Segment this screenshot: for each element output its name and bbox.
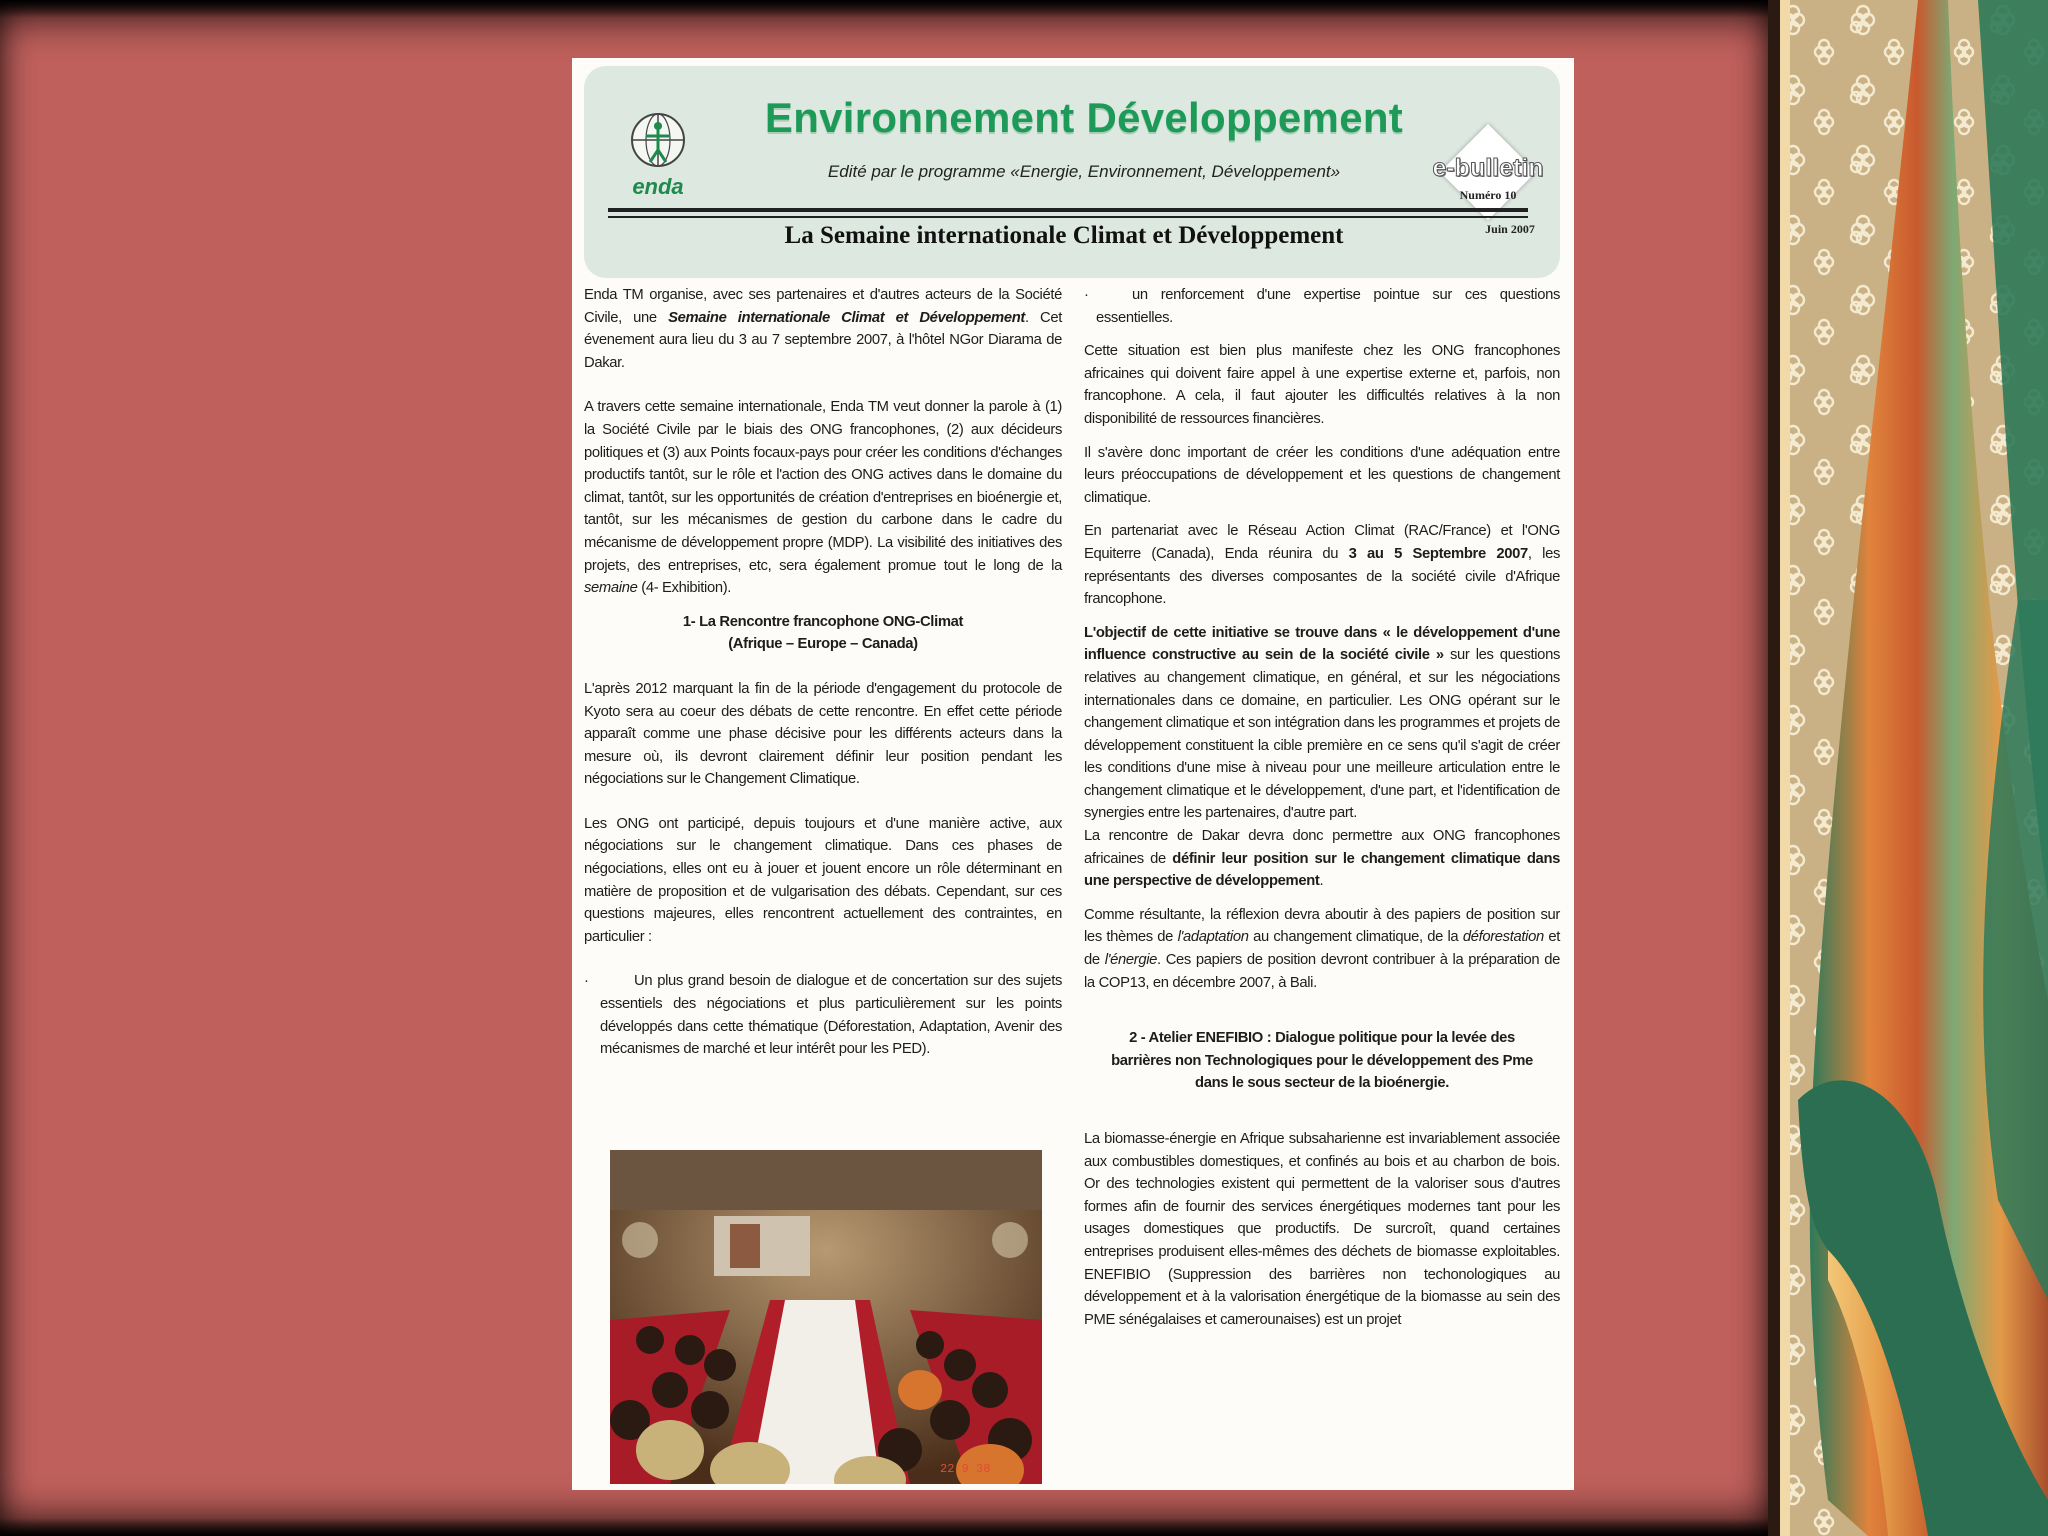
partnership-paragraph: En partenariat avec le Réseau Action Climat (RAC/France) et l'ONG Equiterre (Canada), Enda réunira du 3 au 5 Septembre 2007, les représentants des diverses composantes de la société civile d'Afrique francophone. (1084, 523, 1561, 608)
meeting-room-photo (610, 1150, 1042, 1484)
conference-photo (610, 1150, 1042, 1484)
bullet-item: · Un plus grand besoin de dialogue et de concertation sur des sujets essentiels des négociations et plus particulièrement sur les points développés dans cette thématique (Déforestation, Adaptation, Avenir des mécanismes de marché et leur intérêt pour les PED). (584, 973, 1062, 1058)
divider-rule-thin (608, 216, 1528, 218)
dakar-paragraph: La rencontre de Dakar devra donc permettre aux ONG francophones africaines de définir leur position sur le changement climatique dans une perspective de développement. (1084, 828, 1561, 890)
photo-timestamp: 22 9 38 (940, 1462, 991, 1476)
bullet-item: · un renforcement d'une expertise pointue sur ces questions essentielles. (1084, 287, 1560, 326)
logo-text: enda (632, 174, 684, 199)
enda-logo (618, 110, 698, 200)
ebulletin-label: e-bulletin (1432, 154, 1544, 182)
adequation-paragraph: Il s'avère donc important de créer les conditions d'une adéquation entre leurs préoccupations de développement et les questions de changement climatique. (1084, 444, 1560, 506)
kyoto-paragraph: L'après 2012 marquant la fin de la période d'engagement du protocole de Kyoto sera au coeur des débats de cette rencontre. En effet cette période apparaît comme une phase décisive pour les différents acteurs dans la mesure où, ils devront clairement définir leur position pendant les négociations sur le Changement Climatique. (584, 680, 1062, 788)
ong-participation-paragraph: Les ONG ont participé, depuis toujours et d'une manière active, aux négociations sur le changement climatique. Dans ces phases de négociations, elles ont eu à jouer et jouent encore un rôle déterminant en matière de proposition et de vulgarisation des débats. Cependant, sur ces questions majeures, elles rencontrent actuellement des contraintes, en particulier : (584, 815, 1062, 945)
issue-number: Numéro 10 (1459, 188, 1517, 202)
ong-africaines-paragraph: Cette situation est bien plus manifeste chez les ONG francophones africaines qui doivent faire appel à une expertise externe et, parfois, non francophone. A cela, il faut ajouter les difficultés relatives à la non disponibilité de ressources financières. (1084, 343, 1560, 427)
masthead (584, 66, 1560, 278)
divider-rule (608, 208, 1528, 212)
floral-curtain-graphic (1768, 0, 2048, 1536)
section-1-title: 1- La Rencontre francophone ONG-Climat (Afrique – Europe – Canada) (682, 613, 964, 653)
newsletter-page (572, 58, 1574, 1490)
issue-date: Juin 2007 (1485, 222, 1535, 236)
publication-title: Environnement Développement (764, 94, 1404, 141)
section-2-title: 2 - Atelier ENEFIBIO : Dialogue politique pour la levée des barrières non Technologiques pour le développement des Pme dans le sous secteur de la bioénergie. (1111, 1030, 1533, 1092)
right-column (1084, 284, 1560, 1331)
decorative-side-border (1768, 0, 2048, 1536)
publication-subtitle: Edité par le programme «Energie, Environnement, Développement» (827, 162, 1341, 181)
results-paragraph: Comme résultante, la réflexion devra aboutir à des papiers de position sur les thèmes de l'adaptation au changement climatique, de la déforestation et de l'énergie. Ces papiers de position devront contribuer à la préparation de la COP13, en décembre 2007, à Bali. (1084, 906, 1560, 991)
objective-paragraph: L'objectif de cette initiative se trouve dans « le développement d'une influence constructive au sein de la société civile » sur les questions relatives au changement climatique, en général, et sur les négociations internationales dans ce domaine, en particulier. Les ONG opérant sur le changement climatique et son intégration dans les programmes et projets de développement constituent la cible première en ce sens qu'il s'agit de créer les conditions d'une mise à niveau pour une meilleure articulation entre le changement climatique et le développement, d'une part, et l'identification de synergies entre les partenaires, d'autre part. (1084, 624, 1560, 822)
issue-headline: La Semaine internationale Climat et Développement (784, 222, 1344, 249)
purpose-paragraph: A travers cette semaine internationale, Enda TM veut donner la parole à (1) la Société Civile par le biais des ONG francophones, (2) aux décideurs politiques et (3) aux Points focaux-pays pour créer les conditions d'échanges productifs tantôt, sur le rôle et l'action des ONG actives dans le domaine du climat, tantôt, sur les opportunités de création d'entreprises en bioénergie et, tantôt, sur les mécanismes de gestion du carbone dans le cadre du mécanisme de développement propre (MDP). La visibilité des initiatives des projets, des entreprises, etc, sera également promue tout le long de la semaine (4- Exhibition). (584, 399, 1062, 597)
globe-figure-icon (618, 110, 698, 174)
left-column (584, 284, 1062, 1061)
biomass-paragraph: La biomasse-énergie en Afrique subsaharienne est invariablement associée aux combustibles domestiques, et confinés au bois et au charbon de bois. Or des technologies existent qui permettent de la valoriser sous d'autres formes afin de fournir des services énergétiques modernes tant pour les usages domestiques que productifs. De surcroît, quand certaines entreprises produisent elles-mêmes des déchets de biomasse exploitables. ENEFIBIO (Suppression des barrières non techonologiques au développement et à la valorisation énergétique de la biomasse au sein des PME sénégalaises et camerounaises) est un projet (1084, 1131, 1560, 1328)
intro-paragraph: Enda TM organise, avec ses partenaires et d'autres acteurs de la Société Civile, une Semaine internationale Climat et Développement. Cet évenement aura lieu du 3 au 7 septembre 2007, à l'hôtel NGor Diarama de Dakar. (584, 287, 1062, 371)
